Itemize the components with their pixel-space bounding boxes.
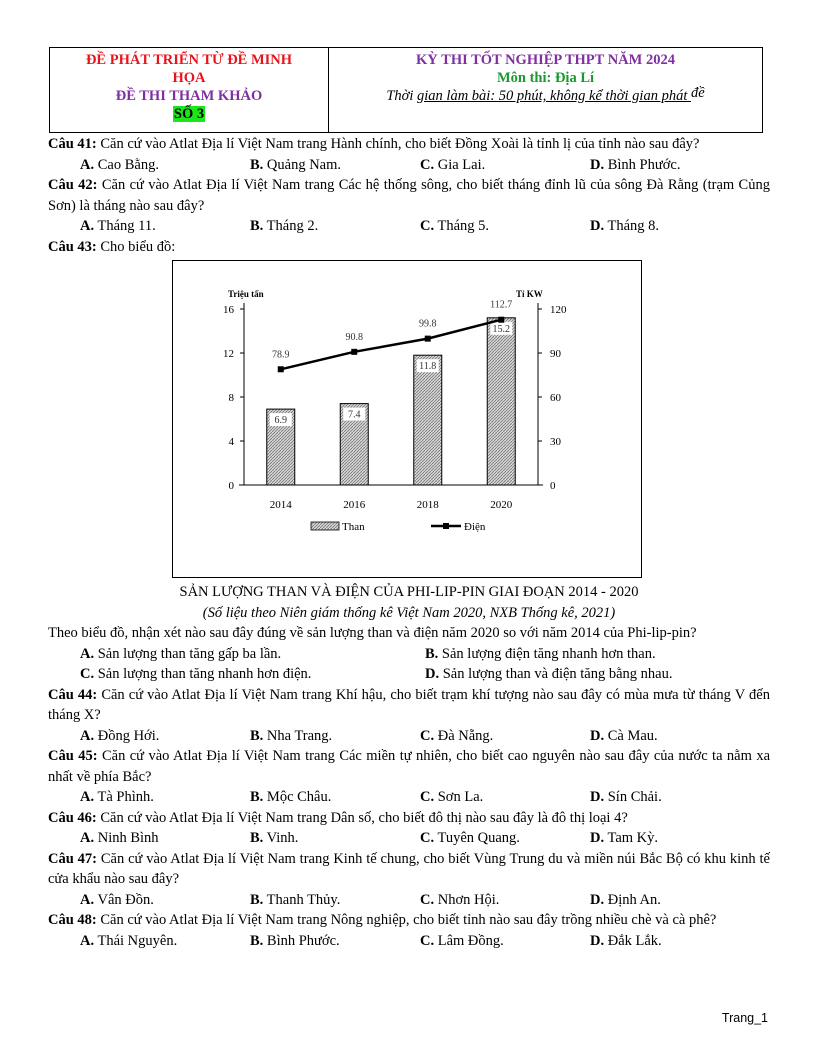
option-d[interactable]: D. Tháng 8. bbox=[590, 218, 660, 234]
question-42: Câu 42: Căn cứ vào Atlat Địa lí Việt Nam trang Các hệ thống sông, cho biết tháng đỉnh lũ của sông Đà Rằng (trạm Củng Sơn) là tháng nào sau đây? bbox=[48, 177, 770, 214]
option-c[interactable]: C. Gia Lai. bbox=[420, 156, 486, 173]
option-c[interactable]: C. Lâm Đồng. bbox=[420, 932, 504, 949]
options-45 bbox=[48, 787, 770, 808]
chart-frame bbox=[172, 260, 642, 578]
exam-title: KỲ THI TỐT NGHIỆP THPT NĂM 2024 bbox=[416, 52, 675, 68]
x-tick-label: 2014 bbox=[269, 499, 292, 511]
option-b[interactable]: B. Vinh. bbox=[250, 830, 299, 846]
option-a[interactable]: A. Cao Bằng. bbox=[80, 156, 159, 173]
options-43-row1 bbox=[48, 644, 770, 665]
bar-value-label: 7.4 bbox=[348, 409, 361, 421]
question-41: Câu 41: Căn cứ vào Atlat Địa lí Việt Nam trang Hành chính, cho biết Đồng Xoài là tỉnh lị của tỉnh nào sau đây? bbox=[48, 136, 700, 152]
legend-marker-dien bbox=[443, 523, 449, 529]
option-a[interactable]: A. Tháng 11. bbox=[80, 218, 156, 234]
option-c[interactable]: C. Sản lượng than tăng nhanh hơn điện. bbox=[80, 666, 312, 682]
origin-line-1: ĐỀ PHÁT TRIỂN TỪ ĐỀ MINH bbox=[85, 52, 293, 68]
combo-chart bbox=[173, 261, 641, 577]
bar-value-label: 15.2 bbox=[492, 323, 510, 335]
option-b[interactable]: B. Tháng 2. bbox=[250, 218, 319, 234]
option-d[interactable]: D. Sản lượng than và điện tăng bằng nhau. bbox=[425, 666, 673, 682]
option-b[interactable]: B. Quảng Nam. bbox=[250, 156, 342, 173]
line-dien bbox=[281, 320, 502, 373]
bar-than bbox=[487, 318, 515, 485]
line-point bbox=[425, 336, 431, 342]
exam-origin-cell bbox=[50, 48, 329, 132]
exam-time: Thời gian làm bài: 50 phút, không kể thời gian phát đề bbox=[386, 85, 705, 104]
left-tick-label: 8 bbox=[228, 392, 234, 404]
question-46: Câu 46: Căn cứ vào Atlat Địa lí Việt Nam trang Dân số, cho biết đô thị nào sau đây là đô thị loại 4? bbox=[48, 809, 628, 826]
options-44 bbox=[48, 726, 770, 747]
option-a[interactable]: A. Ninh Bình bbox=[80, 830, 159, 846]
option-c[interactable]: C. Tuyên Quang. bbox=[420, 830, 520, 846]
question-45: Câu 45: Căn cứ vào Atlat Địa lí Việt Nam trang Các miền tự nhiên, cho biết cao nguyên nào sau đây của nước ta nằm xa nhất về phía Bắc? bbox=[48, 748, 770, 785]
option-b[interactable]: B. Mộc Châu. bbox=[250, 789, 332, 805]
option-d[interactable]: D. Bình Phước. bbox=[590, 156, 681, 173]
exam-type: ĐỀ THI THAM KHẢO bbox=[115, 88, 263, 104]
line-point bbox=[278, 366, 284, 372]
right-tick-label: 120 bbox=[550, 304, 567, 316]
option-b[interactable]: B. Thanh Thủy. bbox=[250, 891, 341, 908]
exam-info-cell bbox=[329, 48, 762, 132]
question-47: Câu 47: Căn cứ vào Atlat Địa lí Việt Nam trang Kinh tế chung, cho biết Vùng Trung du và miền núi Bắc Bộ có khu kinh tế cửa khẩu nào sau đây? bbox=[48, 850, 770, 887]
option-a[interactable]: A. Tà Phình. bbox=[80, 789, 154, 805]
question-list bbox=[48, 134, 770, 951]
left-tick-label: 0 bbox=[228, 480, 234, 492]
right-tick-label: 30 bbox=[550, 436, 561, 448]
options-42 bbox=[48, 216, 770, 237]
option-b[interactable]: B. Bình Phước. bbox=[250, 932, 340, 949]
bar-value-label: 6.9 bbox=[274, 415, 287, 427]
bar-than bbox=[414, 355, 442, 485]
x-tick-label: 2018 bbox=[416, 499, 439, 511]
line-value-label: 78.9 bbox=[272, 349, 290, 361]
chart-source: (Số liệu theo Niên giám thống kê Việt Nam 2020, NXB Thống kê, 2021) bbox=[202, 604, 616, 621]
line-point bbox=[351, 349, 357, 355]
option-d[interactable]: D. Cà Mau. bbox=[590, 727, 658, 744]
x-tick-label: 2016 bbox=[343, 499, 366, 511]
option-a[interactable]: A. Đồng Hới. bbox=[80, 727, 160, 744]
option-b[interactable]: B. Sản lượng điện tăng nhanh hơn than. bbox=[425, 645, 656, 662]
options-47 bbox=[48, 890, 770, 911]
question-43-prompt: Theo biểu đồ, nhận xét nào sau đây đúng về sản lượng than và điện năm 2020 so với năm 2014 của Phi-lip-pin? bbox=[48, 625, 697, 641]
right-tick-label: 0 bbox=[550, 480, 556, 492]
left-axis-title: Triệu tấn bbox=[228, 289, 264, 299]
legend-swatch-than bbox=[311, 522, 339, 530]
line-value-label: 112.7 bbox=[490, 299, 513, 311]
option-d[interactable]: D. Định An. bbox=[590, 891, 661, 908]
x-tick-label: 2020 bbox=[490, 499, 513, 511]
question-44: Câu 44: Căn cứ vào Atlat Địa lí Việt Nam trang Khí hậu, cho biết trạm khí tượng nào sau đây có mùa mưa từ tháng V đến tháng X? bbox=[48, 686, 770, 723]
line-value-label: 90.8 bbox=[345, 331, 363, 343]
left-tick-label: 16 bbox=[223, 304, 234, 316]
page-number: Trang_1 bbox=[721, 1011, 768, 1025]
option-a[interactable]: A. Vân Đồn. bbox=[80, 891, 154, 908]
chart-caption: SẢN LƯỢNG THAN VÀ ĐIỆN CỦA PHI-LIP-PIN GIAI ĐOẠN 2014 - 2020 bbox=[179, 584, 639, 600]
exam-subject: Môn thi: Địa Lí bbox=[496, 70, 595, 86]
options-48 bbox=[48, 931, 770, 952]
origin-line-2: HỌA bbox=[172, 70, 206, 86]
option-a[interactable]: A. Thái Nguyên. bbox=[80, 932, 178, 949]
option-d[interactable]: D. Tam Kỳ. bbox=[590, 830, 659, 846]
option-c[interactable]: C. Sơn La. bbox=[420, 789, 484, 805]
right-tick-label: 90 bbox=[550, 348, 561, 360]
exam-header bbox=[49, 47, 763, 133]
option-d[interactable]: D. Đắk Lắk. bbox=[590, 932, 662, 949]
option-c[interactable]: C. Tháng 5. bbox=[420, 218, 490, 234]
option-b[interactable]: B. Nha Trang. bbox=[250, 727, 333, 744]
bar-value-label: 11.8 bbox=[419, 361, 437, 373]
left-tick-label: 4 bbox=[228, 436, 234, 448]
right-tick-label: 60 bbox=[550, 392, 561, 404]
options-41 bbox=[48, 155, 770, 176]
legend-label-than: Than bbox=[342, 521, 365, 533]
option-c[interactable]: C. Nhơn Hội. bbox=[420, 891, 500, 908]
line-value-label: 99.8 bbox=[419, 318, 437, 330]
line-point bbox=[498, 317, 504, 323]
question-48: Câu 48: Căn cứ vào Atlat Địa lí Việt Nam trang Nông nghiệp, cho biết tỉnh nào sau đây trồng nhiều chè và cà phê? bbox=[48, 912, 717, 928]
right-axis-title: Tỉ KW bbox=[516, 289, 543, 299]
legend-label-dien: Điện bbox=[464, 521, 486, 533]
exam-number: SỐ 3 bbox=[173, 106, 205, 122]
left-tick-label: 12 bbox=[223, 348, 234, 360]
options-43-row2 bbox=[48, 664, 770, 685]
option-a[interactable]: A. Sản lượng than tăng gấp ba lần. bbox=[80, 645, 282, 662]
question-43: Câu 43: Cho biểu đồ: bbox=[48, 238, 176, 255]
options-46 bbox=[48, 828, 770, 849]
option-c[interactable]: C. Đà Nẵng. bbox=[420, 727, 494, 744]
option-d[interactable]: D. Sín Chải. bbox=[590, 789, 662, 805]
